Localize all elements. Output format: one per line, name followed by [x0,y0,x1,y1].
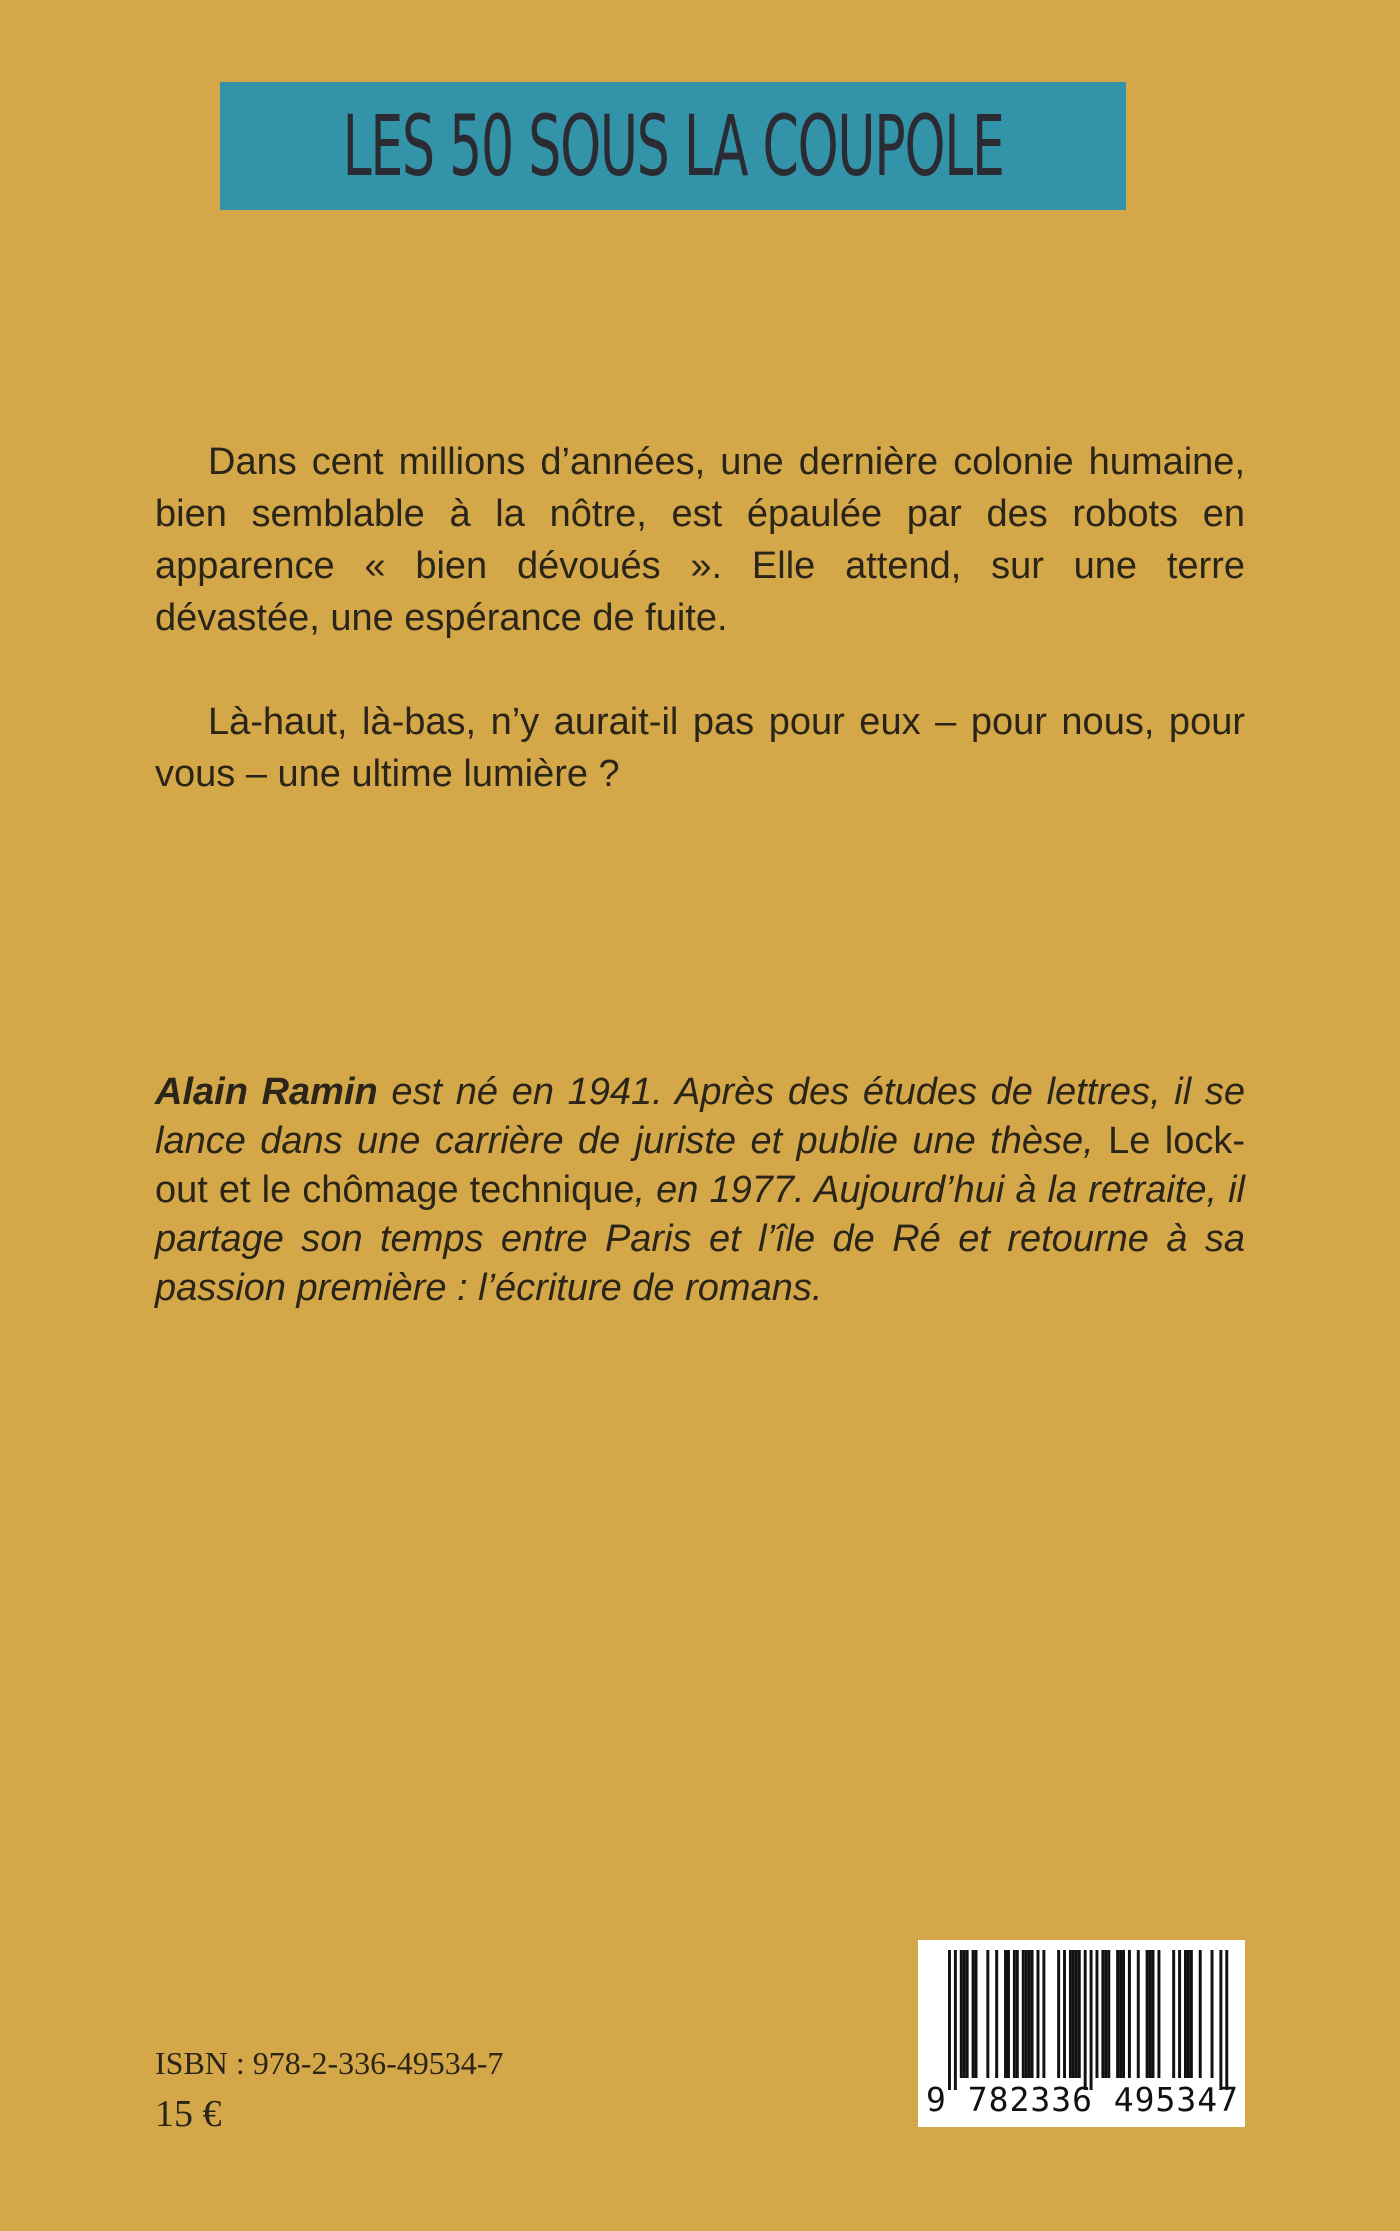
series-title-banner [220,82,1126,210]
barcode-bar [1187,1950,1190,2078]
barcode-bar [1199,1950,1202,2078]
barcode-bar [1184,1950,1187,2078]
barcode-bar [1013,1950,1016,2078]
barcode [918,1940,1245,2127]
bio-text-1: est né en 1941. Après des études de lettres, il se lance dans une carrière de juriste et publie une thèse, [155,1071,1245,1162]
barcode-bar [948,1950,951,2090]
blurb-paragraph-1: Dans cent millions d’années, une dernière colonie humaine, bien semblable à la nôtre, est épaulée par des robots en apparence « bien dévoués ». Elle attend, sur une terre dévastée, une espérance de fuite. [155,441,1245,639]
author-name: Alain Ramin [155,1071,378,1113]
barcode-bar [1037,1950,1040,2078]
barcode-bar [972,1950,975,2078]
barcode-bar [1178,1950,1181,2078]
barcode-bar [1190,1950,1193,2078]
barcode-bar [975,1950,978,2078]
barcode-bar [995,1950,998,2078]
barcode-bar [1225,1950,1228,2090]
barcode-bar [1096,1950,1099,2078]
barcode-bar [1031,1950,1034,2078]
barcode-bar [986,1950,989,2078]
barcode-bar [1219,1950,1222,2090]
barcode-bar [1128,1950,1131,2078]
barcode-bar [1172,1950,1175,2078]
barcode-bar [1004,1950,1007,2078]
barcode-bar [1028,1950,1031,2078]
back-cover-blurb [155,436,1245,800]
barcode-bar [1122,1950,1125,2078]
barcode-bar [1107,1950,1110,2078]
barcode-bar [1025,1950,1028,2078]
barcode-bar [963,1950,966,2078]
barcode-bar [1007,1950,1010,2078]
barcode-bar [1157,1950,1160,2078]
barcode-bar [1072,1950,1075,2078]
bio-text-2: , en 1977. Aujourd’hui à la retraite, il partage son temps entre Paris et l’île de Ré et retourne à sa passion première : l’écriture de romans. [155,1169,1245,1309]
thesis-title: Le lock-out et le chômage technique [155,1120,1245,1211]
barcode-bar [1146,1950,1149,2078]
barcode-bar [1101,1950,1104,2078]
barcode-bar [1075,1950,1078,2078]
series-title: LES 50 SOUS LA COUPOLE [342,97,1004,195]
barcode-bar [954,1950,957,2090]
blurb-paragraph-2: Là-haut, là-bas, n’y aurait-il pas pour eux – pour nous, pour vous – une ultime lumière ? [155,701,1245,795]
barcode-digits: 9 782336 495347 [926,2080,1240,2119]
barcode-bar [1152,1950,1155,2078]
barcode-bar [966,1950,969,2078]
barcode-bar [1119,1950,1122,2078]
barcode-bar [1116,1950,1119,2078]
barcode-bar [1063,1950,1066,2078]
barcode-bar [1149,1950,1152,2078]
barcode-bar [960,1950,963,2078]
barcode-bar [1211,1950,1214,2078]
barcode-bar [1022,1950,1025,2078]
barcode-bar [1078,1950,1081,2078]
barcode-bar [1016,1950,1019,2078]
barcode-bar [1069,1950,1072,2078]
price-text: 15 € [155,2093,222,2135]
author-bio [155,1068,1245,1313]
barcode-bar [1137,1950,1140,2078]
barcode-bar [1090,1950,1093,2090]
barcode-bar [1104,1950,1107,2078]
barcode-bar [1042,1950,1045,2078]
barcode-bar [1057,1950,1060,2078]
isbn-text: ISBN : 978-2-336-49534-7 [155,2045,504,2081]
barcode-bar [1084,1950,1087,2090]
